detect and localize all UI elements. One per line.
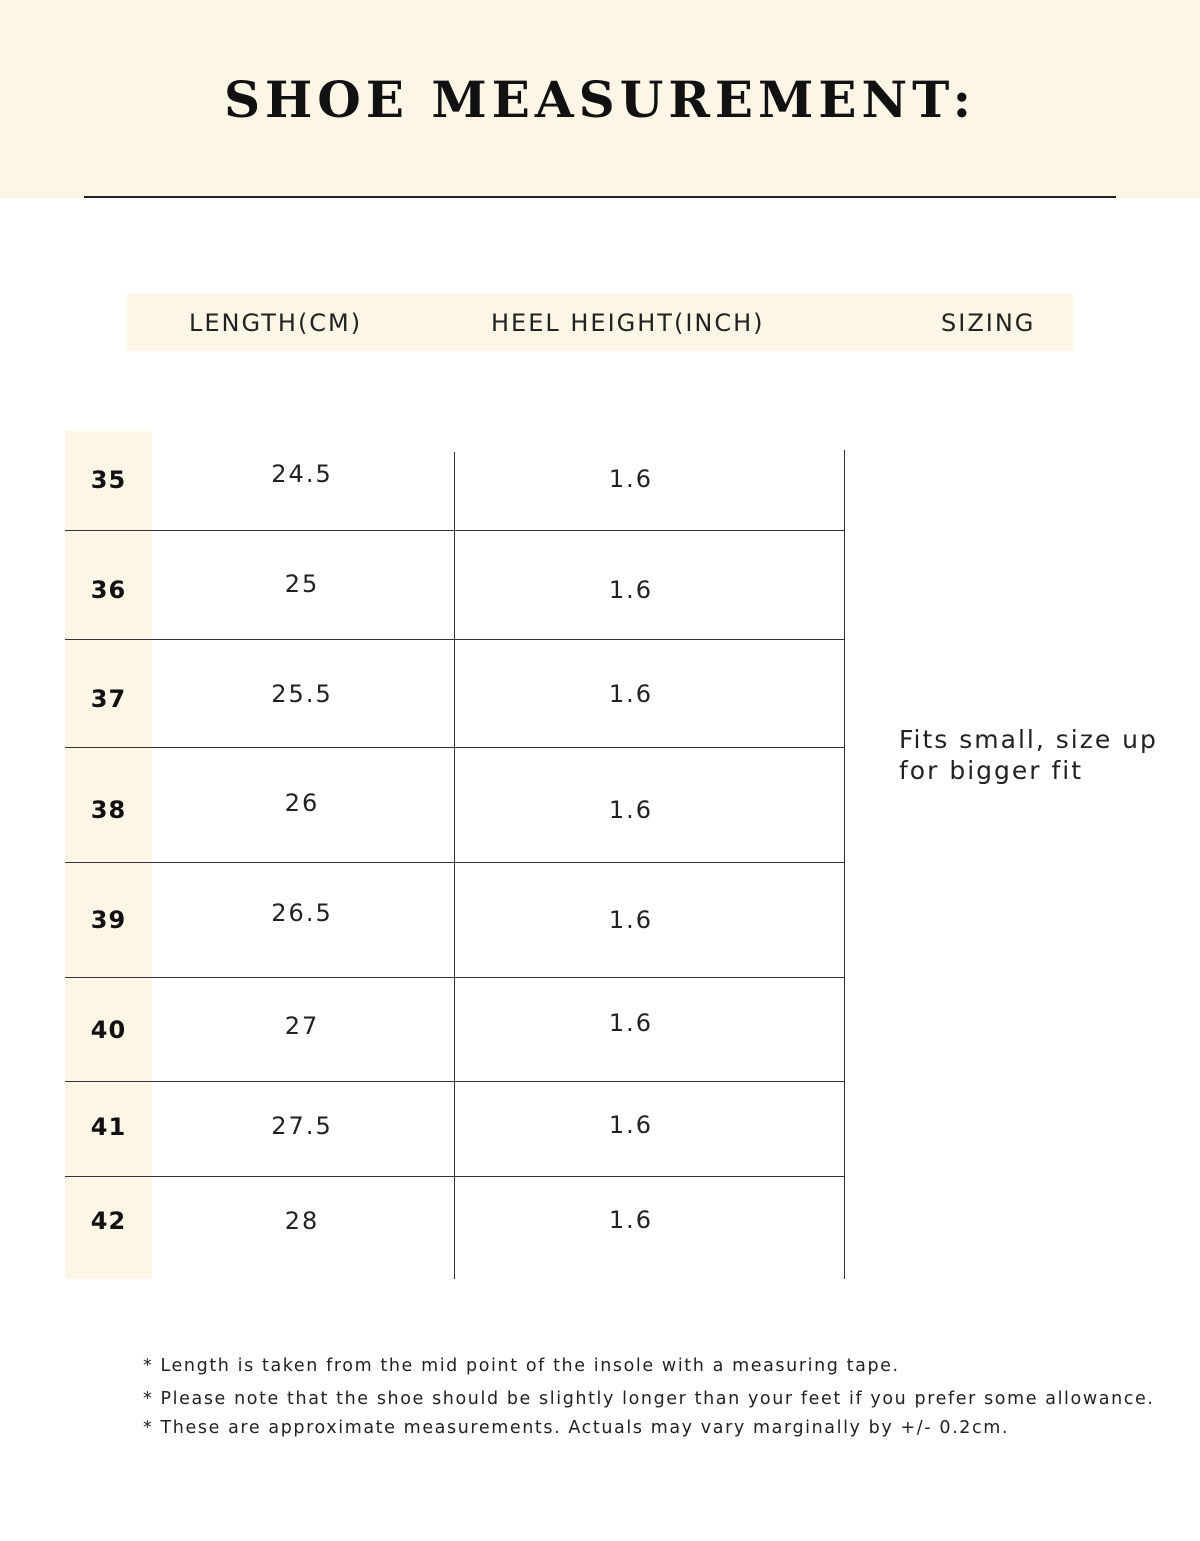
heel-height-cell: 1.6 xyxy=(608,680,654,708)
column-header-sizing: SIZING xyxy=(941,309,1036,337)
length-cell: 25 xyxy=(284,570,320,598)
length-cell: 28 xyxy=(284,1207,320,1235)
footnote: * These are approximate measurements. Actuals may vary marginally by +/- 0.2cm. xyxy=(143,1418,1010,1438)
header-divider xyxy=(84,196,1116,198)
column-header-length: LENGTH(CM) xyxy=(189,309,363,337)
heel-height-cell: 1.6 xyxy=(608,465,654,493)
column-divider-length xyxy=(454,452,455,1279)
page-title: SHOE MEASUREMENT: xyxy=(223,70,977,129)
heel-height-cell: 1.6 xyxy=(608,906,654,934)
size-label: 36 xyxy=(90,576,127,604)
size-label: 40 xyxy=(90,1016,127,1044)
column-header-heel-height: HEEL HEIGHT(INCH) xyxy=(491,309,765,337)
row-divider xyxy=(65,977,845,978)
size-label: 41 xyxy=(90,1113,127,1141)
size-label: 35 xyxy=(90,466,127,494)
size-column-band xyxy=(65,431,152,1279)
heel-height-cell: 1.6 xyxy=(608,1009,654,1037)
heel-height-cell: 1.6 xyxy=(608,576,654,604)
size-label: 42 xyxy=(90,1207,127,1235)
heel-height-cell: 1.6 xyxy=(608,796,654,824)
size-label: 37 xyxy=(90,685,127,713)
length-cell: 26 xyxy=(284,789,320,817)
row-divider xyxy=(65,530,845,531)
row-divider xyxy=(65,639,845,640)
size-label: 39 xyxy=(90,906,127,934)
sizing-note: Fits small, size up for bigger fit xyxy=(899,725,1158,785)
length-cell: 26.5 xyxy=(271,899,333,927)
length-cell: 25.5 xyxy=(271,680,333,708)
size-label: 38 xyxy=(90,796,127,824)
row-divider xyxy=(65,1176,845,1177)
footnote: * Please note that the shoe should be slightly longer than your feet if you prefer some allowance. xyxy=(143,1389,1155,1409)
row-divider xyxy=(65,747,845,748)
length-cell: 27 xyxy=(284,1012,320,1040)
row-divider xyxy=(65,862,845,863)
length-cell: 24.5 xyxy=(271,460,333,488)
heel-height-cell: 1.6 xyxy=(608,1206,654,1234)
column-divider-heel xyxy=(844,450,845,1279)
footnote: * Length is taken from the mid point of the insole with a measuring tape. xyxy=(143,1356,900,1376)
row-divider xyxy=(65,1081,845,1082)
heel-height-cell: 1.6 xyxy=(608,1111,654,1139)
length-cell: 27.5 xyxy=(271,1112,333,1140)
